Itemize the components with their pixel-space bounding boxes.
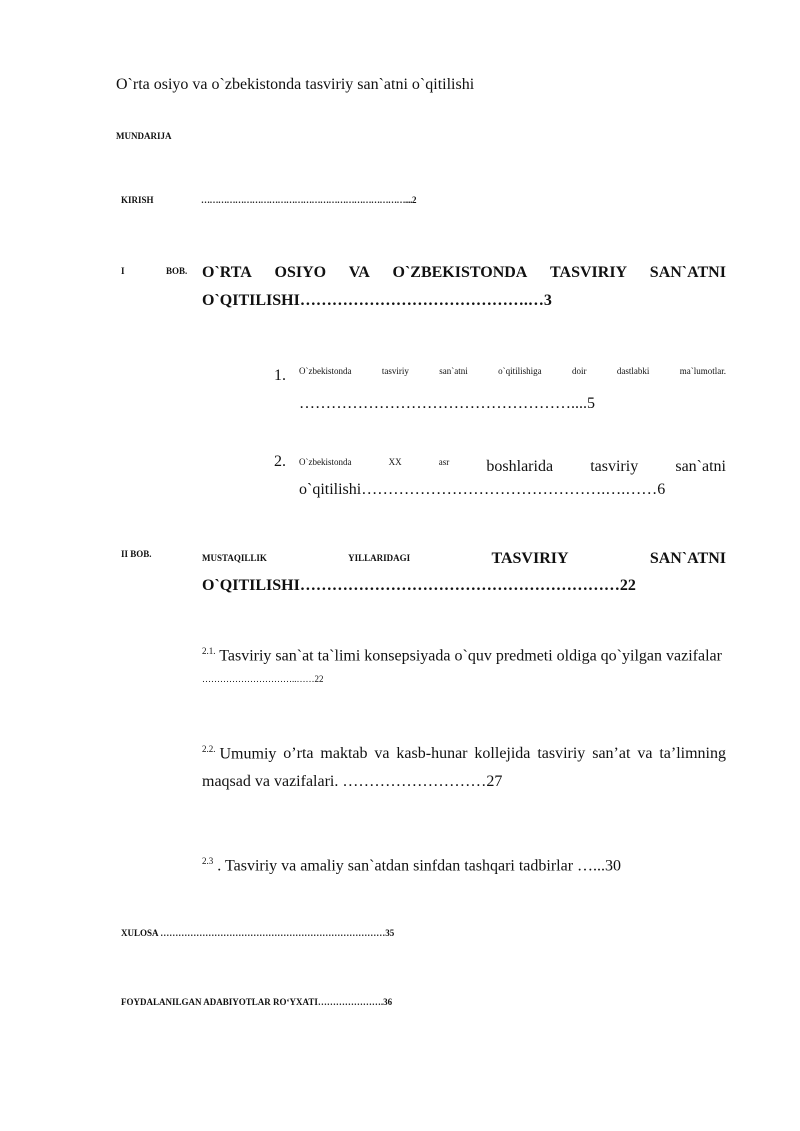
title-word: YILLARIDAGI [348, 553, 411, 563]
section2-number: 2. [274, 453, 286, 470]
section1-title-line2: ……………………………………………....5 [299, 395, 595, 412]
title-word: o`qitilishiga [498, 366, 542, 376]
section-number: 2.2. [202, 744, 216, 754]
title-word: VA [348, 264, 370, 281]
contents-heading: MUNDARIJA [116, 131, 172, 141]
title-word: dastlabki [616, 366, 650, 376]
title-word: TASVIRIY [550, 264, 628, 281]
title-word: O`ZBEKISTONDA [392, 264, 528, 281]
references-entry: FOYDALANILGAN ADABIYOTLAR RO‘YXATI………………….36 [121, 997, 393, 1007]
title-word: kasb-hunar [396, 745, 468, 763]
chapter1-title-line2: O`QITILISHI…………………………………….…3 [202, 292, 552, 309]
section-number: 2.3 [202, 856, 214, 866]
title-word: Umumiy [219, 745, 277, 763]
title-word: XX [388, 457, 402, 467]
section-number: 2.1. [202, 646, 216, 656]
chapter1-bob: BOB. [166, 266, 188, 276]
title-word: O`zbekistonda [299, 457, 352, 467]
section2-title-line1 [299, 452, 726, 475]
section2-title-line2: o`qitilishi……………………………………….….……6 [299, 481, 666, 498]
title-word: san’at [592, 745, 631, 763]
title-word: san`atni [675, 458, 726, 475]
section-2-2-line1 [202, 744, 726, 763]
title-word: o’rta [283, 745, 314, 763]
title-word: SAN`ATNI [649, 550, 726, 567]
title-word: doir [571, 366, 587, 376]
title-word: ta’limning [659, 745, 726, 763]
chapter2-title-line2 [202, 577, 636, 595]
section-2-2-line2: maqsad va vazifalari. ………………………27 [202, 773, 503, 790]
title-word: maktab [320, 745, 368, 763]
title-word: kollejida [474, 745, 531, 763]
section1-title-line1 [299, 366, 726, 376]
title-word: va [637, 745, 653, 763]
conclusion-entry: XULOSA …………………………………………………………………35 [121, 928, 395, 938]
title-word: O`RTA [202, 264, 252, 281]
chapter2-title-line1 [202, 548, 726, 566]
chapter2-title-text: O`QITILISHI……………………………………………………22 [202, 577, 636, 594]
intro-label: KIRISH [121, 195, 154, 205]
chapter1-number: I [121, 266, 125, 276]
title-word: va [374, 745, 390, 763]
title-word: tasviriy [590, 458, 639, 475]
section-number-word [202, 744, 276, 763]
title-word: MUSTAQILLIK [202, 553, 267, 563]
chapter1-title-line1 [202, 264, 726, 282]
intro-page-leader: ………………………………………………………………....2 [201, 195, 416, 205]
title-word: boshlarida [486, 458, 554, 475]
chapter2-label: II BOB. [121, 549, 152, 559]
title-word: san`atni [439, 366, 468, 376]
title-word: OSIYO [274, 264, 327, 281]
title-word: SAN`ATNI [649, 264, 726, 281]
section-title: Tasviriy san`at ta`limi konsepsiyada o`quv predmeti oldiga qo`yilgan vazifalar [219, 647, 722, 665]
title-word: TASVIRIY [491, 550, 569, 567]
section1-number: 1. [274, 367, 286, 384]
title-word: ma`lumotlar. [679, 366, 726, 376]
title-word: tasviriy [381, 366, 409, 376]
document-title: O`rta osiyo va o`zbekistonda tasviriy san`atni o`qitilishi [116, 76, 475, 93]
title-word: tasviriy [537, 745, 586, 763]
section-2-1-leader: …………………………..……22 [202, 674, 324, 684]
section-2-1 [202, 646, 722, 665]
section-2-3 [202, 856, 621, 875]
title-word: O`zbekistonda [299, 366, 352, 376]
section-title: . Tasviriy va amaliy san`atdan sinfdan tashqari tadbirlar …...30 [217, 857, 622, 875]
title-word: asr [438, 457, 450, 467]
